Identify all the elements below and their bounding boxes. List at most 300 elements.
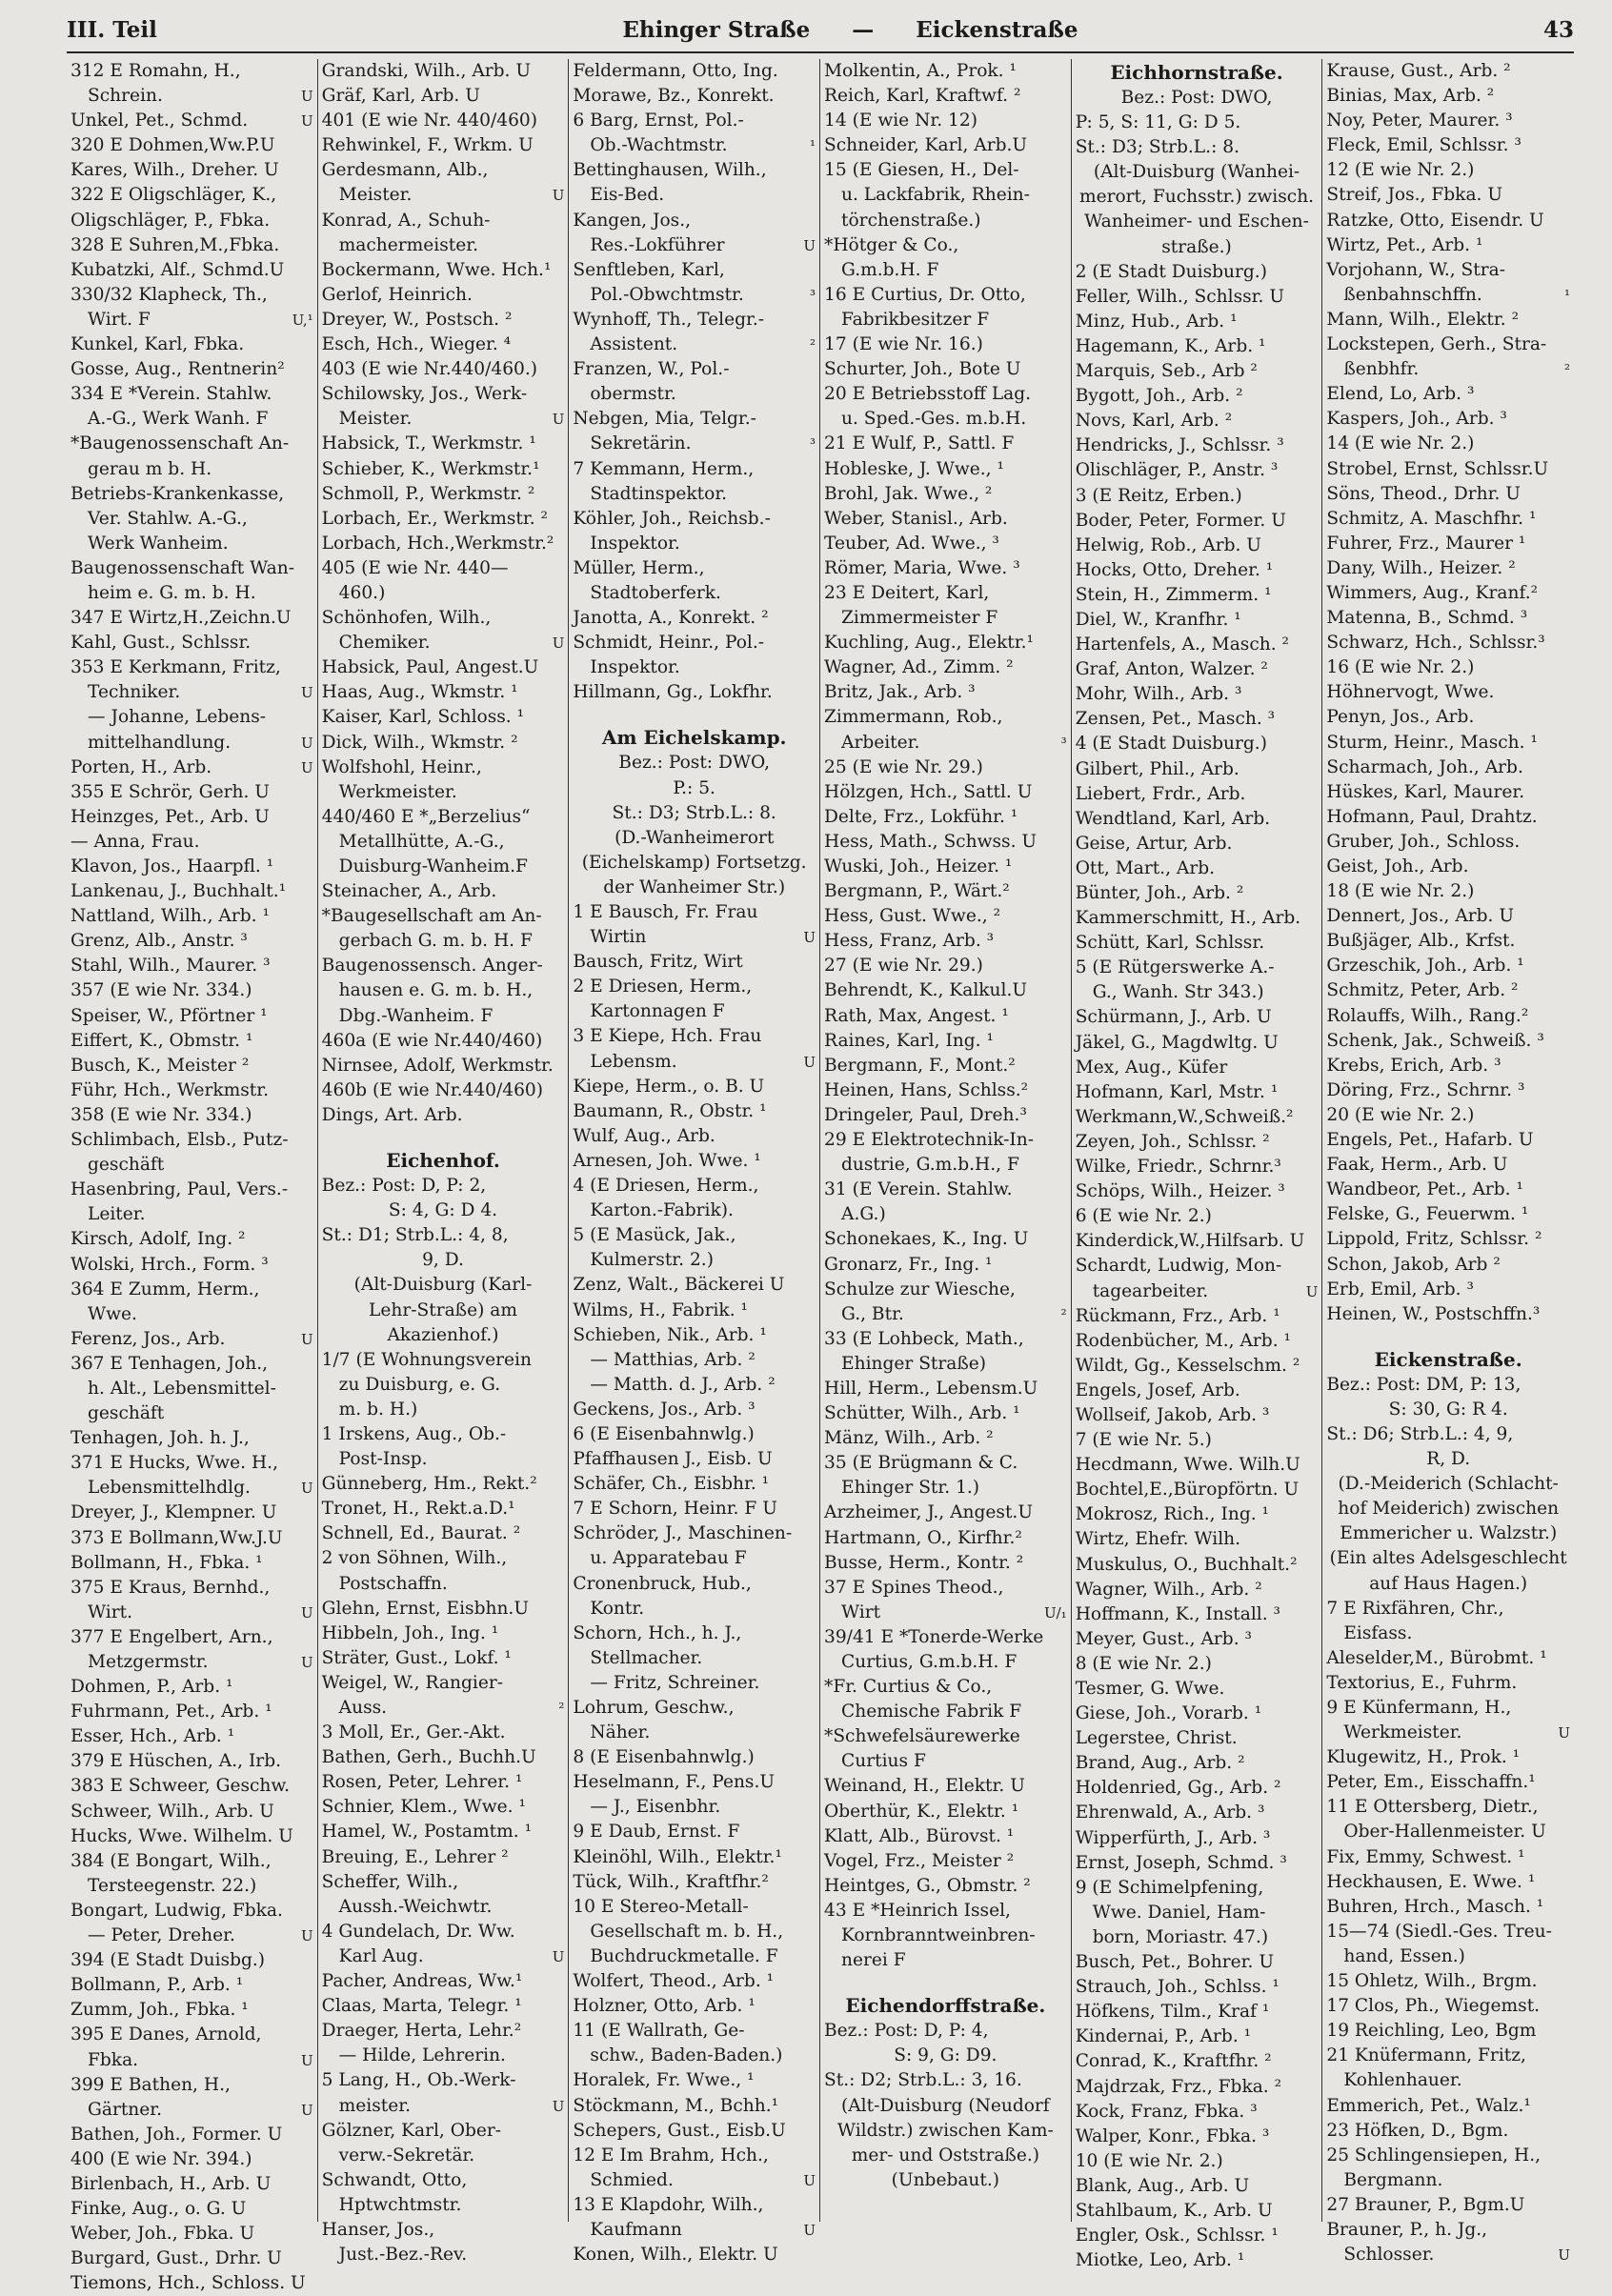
directory-entry: Delte, Frz., Lokführ. ¹ (824, 806, 1018, 827)
directory-entry: Molkentin, A., Prok. ¹ (824, 61, 1017, 81)
directory-entry: Rosen, Peter, Lehrer. ¹ (321, 1772, 523, 1793)
directory-entry: 384 (E Bongart, Wilh., (71, 1850, 272, 1871)
directory-entry: Claas, Marta, Telegr. ¹ (321, 1996, 522, 2017)
directory-entry: Fuhrmann, Pet., Arb. ¹ (71, 1702, 272, 1722)
directory-entry: U Lebensmittelhdlg. (71, 1476, 313, 1500)
entry-mark: U (552, 411, 565, 429)
directory-entry: Curtius F (841, 1751, 926, 1772)
directory-entry: 400 (E wie Nr. 394.) (71, 2148, 252, 2169)
directory-entry: Schurter, Joh., Bote U (824, 359, 1021, 380)
directory-entry: 1 E Bausch, Fr. Frau (573, 902, 758, 922)
directory-entry: geschäft (88, 1155, 165, 1176)
directory-entry: Werkmeister. (338, 781, 457, 802)
directory-entry: Schröder, J., Maschinen- (573, 1523, 793, 1544)
directory-entry: 14 (E wie Nr. 12) (824, 111, 977, 131)
directory-entry: U Unkel, Pet., Schmd. (71, 109, 313, 133)
directory-entry: Oligschläger, P., Fbka. (71, 210, 271, 231)
directory-entry: Tück, Wilh., Kraftfhr.² (573, 1871, 769, 1892)
directory-entry: 355 E Schrör, Gerh. U (71, 781, 270, 802)
directory-entry: Aussh.-Weichwtr. (338, 1896, 493, 1917)
directory-entry: U/₁ Wirt (824, 1601, 1067, 1625)
directory-entry: Gruber, Joh., Schloss. (1326, 831, 1521, 852)
directory-entry: Hecdmann, Wwe. Wilh.U (1075, 1455, 1300, 1476)
directory-entry: (D.-Wanheimerort (615, 827, 775, 848)
directory-entry: St.: D3; Strb.L.: 8. (612, 802, 776, 823)
directory-entry: ¹ Ob.-Wachtmstr. (573, 133, 816, 158)
directory-entry: Wildt, Gg., Kesselschm. ² (1075, 1355, 1300, 1376)
entry-mark: U/₁ (1043, 1603, 1067, 1621)
directory-entry: Birlenbach, H., Arb. U (71, 2173, 272, 2194)
directory-entry: Schäfer, Ch., Eisbhr. ¹ (573, 1474, 770, 1495)
directory-entry: P: 5, S: 11, G: D 5. (1075, 112, 1241, 133)
entry-mark: U (803, 2171, 816, 2189)
directory-entry: hof Meiderich) zwischen (1338, 1499, 1560, 1520)
directory-entry: Krause, Gust., Arb. ² (1326, 61, 1511, 81)
directory-entry: U Meister. (322, 407, 565, 432)
directory-entry: Chemische Fabrik F (841, 1702, 1022, 1722)
directory-entry: 2 E Driesen, Herm., (573, 977, 753, 997)
directory-entry: Fabrikbesitzer F (841, 309, 990, 330)
directory-entry: Kahl, Gust., Schlssr. (71, 633, 252, 654)
directory-entry: Schulze zur Wiesche, (824, 1279, 1016, 1299)
directory-entry: Wimmers, Aug., Kranf.² (1326, 582, 1539, 603)
directory-entry: (Alt-Duisburg (Karl- (353, 1275, 533, 1296)
directory-entry: Britz, Jak., Arb. ³ (824, 682, 976, 703)
directory-entry: Post-Insp. (338, 1449, 428, 1470)
directory-entry: U — Peter, Dreher. (71, 1923, 313, 1948)
directory-entry: Steinacher, A., Arb. (321, 881, 497, 902)
directory-entry: Dany, Wilh., Heizer. ² (1326, 557, 1516, 578)
directory-entry: nerei F (841, 1950, 906, 1971)
directory-entry: Bez.: Post: DWO, (618, 753, 771, 774)
directory-entry: Wolfert, Theod., Arb. ¹ (573, 1971, 775, 1992)
directory-entry: 371 E Hucks, Wwe. H., (71, 1453, 279, 1474)
directory-entry: Pacher, Andreas, Ww.¹ (321, 1971, 523, 1992)
directory-entry: Janotta, A., Konrekt. ² (573, 608, 769, 629)
directory-entry: Döring, Frz., Schrnr. ³ (1326, 1079, 1525, 1100)
directory-entry: Feldermann, Otto, Ing. (573, 61, 778, 81)
directory-entry: Krebs, Erich, Arb. ³ (1326, 1055, 1501, 1076)
entry-mark: ² (1060, 1305, 1067, 1323)
directory-entry: 320 E Dohmen,Ww.P.U (71, 135, 275, 156)
directory-entry: Giese, Joh., Vorarb. ¹ (1075, 1703, 1262, 1724)
directory-entry: Kleinöhl, Wilh., Elektr.¹ (573, 1846, 782, 1867)
directory-entry: 23 E Deitert, Karl, (824, 582, 990, 603)
directory-entry: geschäft (88, 1403, 165, 1424)
directory-entry: Zenz, Walt., Bäckerei U (573, 1275, 785, 1296)
directory-column-4 (820, 59, 1072, 2222)
directory-entry: Holdenried, Gg., Arb. ² (1075, 1778, 1281, 1799)
directory-entry: Kaiser, Karl, Schloss. ¹ (321, 707, 525, 728)
directory-entry: Bockermann, Wwe. Hch.¹ (321, 259, 552, 280)
directory-entry: 7 E Rixfähren, Chr., (1326, 1598, 1504, 1619)
directory-entry: Schmitz, Peter, Arb. ² (1326, 980, 1519, 1001)
directory-entry: Holzner, Otto, Arb. ¹ (573, 1996, 756, 2017)
directory-entry: Werk Wanheim. (88, 533, 229, 554)
directory-entry: 403 (E wie Nr.440/460.) (321, 359, 538, 380)
directory-entry: St.: D1; Strb.L.: 4, 8, (321, 1225, 509, 1246)
directory-entry: Minz, Hub., Arb. ¹ (1075, 311, 1238, 332)
directory-entry: Kaspers, Joh., Arb. ³ (1326, 409, 1507, 430)
directory-entry: 20 E Betriebsstoff Lag. (824, 384, 1032, 405)
directory-entry: Schnell, Ed., Baurat. ² (321, 1523, 521, 1544)
street-heading: Am Eichelskamp. (601, 726, 787, 750)
directory-entry: Bergmann, P., Wärt.² (824, 881, 1010, 902)
directory-entry: Glehn, Ernst, Eisbhn.U (321, 1598, 530, 1619)
directory-entry: Schütter, Wilh., Arb. ¹ (824, 1403, 1020, 1424)
directory-entry: Bausch, Fritz, Wirt (573, 952, 743, 973)
directory-entry: Dreyer, J., Klempner. U (71, 1502, 277, 1523)
directory-entry: U Ferenz, Jos., Arb. (71, 1327, 313, 1352)
directory-entry: Dick, Wilh., Wkmstr. ² (321, 732, 518, 753)
directory-entry: Wirtz, Pet., Arb. ¹ (1326, 234, 1483, 255)
directory-column-1 (67, 59, 318, 2294)
directory-entry: Bygott, Joh., Arb. ² (1075, 386, 1243, 407)
directory-entry: 5 Lang, H., Ob.-Werk- (321, 2070, 516, 2091)
directory-entry: verw.-Sekretär. (338, 2145, 475, 2165)
directory-entry: Bez.: Post: DWO, (1120, 88, 1273, 108)
directory-entry: Mex, Aug., Küfer (1075, 1057, 1228, 1078)
directory-entry: R, D. (1426, 1449, 1471, 1470)
entry-mark: ² (1564, 361, 1571, 379)
directory-entry: Elend, Lo, Arb. ³ (1326, 384, 1475, 405)
directory-entry: *Baugesellschaft am An- (321, 906, 542, 927)
directory-entry: 11 E Ottersberg, Dietr., (1326, 1797, 1539, 1818)
directory-entry: 18 (E wie Nr. 2.) (1326, 881, 1475, 902)
entry-mark: ³ (810, 435, 816, 453)
directory-entry: Jäkel, G., Magdwltg. U (1075, 1032, 1279, 1053)
directory-entry: 6 Barg, Ernst, Pol.- (573, 111, 744, 131)
directory-entry: Senftleben, Karl, (573, 259, 725, 280)
directory-entry: Franzen, W., Pol.- (573, 359, 730, 380)
directory-entry: Schürmann, J., Arb. U (1075, 1007, 1272, 1028)
directory-column-6 (1322, 59, 1574, 2266)
directory-entry: Reich, Karl, Kraftwf. ² (824, 86, 1021, 107)
entry-mark: ² (558, 1700, 565, 1717)
directory-entry: Schöps, Wilh., Heizer. ³ (1075, 1181, 1285, 1202)
directory-entry: Klugewitz, H., Prok. ¹ (1326, 1747, 1521, 1768)
entry-mark: ² (810, 336, 816, 354)
directory-entry: Engels, Pet., Hafarb. U (1326, 1130, 1534, 1151)
directory-entry: 11 (E Wallrath, Ge- (573, 2021, 745, 2042)
directory-entry: 460a (E wie Nr.440/460) (321, 1030, 543, 1051)
directory-entry: Brand, Aug., Arb. ² (1075, 1753, 1245, 1774)
directory-entry: Zensen, Pet., Masch. ³ (1075, 709, 1276, 730)
directory-entry: St.: D6; Strb.L.: 4, 9, (1326, 1423, 1514, 1444)
directory-entry: Gilbert, Phil., Arb. (1075, 758, 1239, 779)
directory-entry: Wynhoff, Th., Telegr.- (573, 309, 765, 330)
directory-entry: Führ, Hch., Werkmstr. (71, 1079, 270, 1100)
directory-entry: Bollmann, H., Fbka. ¹ (71, 1552, 263, 1573)
directory-entry: (Alt-Duisburg (Wanhei- (1093, 162, 1300, 183)
directory-entry: Esch, Hch., Wieger. ⁴ (321, 334, 512, 355)
directory-entry: Rolauffs, Wilh., Rang.² (1326, 1005, 1529, 1026)
directory-entry: U Fbka. (71, 2048, 313, 2073)
directory-entry: Hendricks, J., Schlssr. ³ (1075, 435, 1284, 456)
directory-entry: 8 (E wie Nr. 2.) (1075, 1653, 1212, 1674)
directory-entry: 373 E Bollmann,Ww.J.U (71, 1527, 283, 1548)
directory-entry: Bollmann, P., Arb. ¹ (71, 1975, 244, 1996)
directory-entry: Hasenbring, Paul, Vers.- (71, 1179, 289, 1200)
directory-entry: 4 (E Stadt Duisburg.) (1075, 734, 1267, 755)
directory-entry: U Schrein. (71, 84, 313, 109)
directory-entry: Busch, Pet., Bohrer. U (1075, 1952, 1275, 1973)
street-heading: Eichenhof. (386, 1149, 500, 1173)
directory-entry: 394 (E Stadt Duisbg.) (71, 1950, 266, 1971)
directory-entry: Hüskes, Karl, Maurer. (1326, 781, 1525, 802)
directory-entry: Hanser, Jos., (321, 2219, 435, 2240)
directory-entry: ² Assistent. (573, 332, 816, 357)
directory-entry: Hofmann, Karl, Mstr. ¹ (1075, 1081, 1279, 1102)
directory-entry: 17 (E wie Nr. 16.) (824, 334, 983, 355)
directory-entry: Aleselder,M., Bürobmt. ¹ (1326, 1647, 1547, 1668)
directory-entry: Schardt, Ludwig, Mon- (1075, 1256, 1282, 1277)
directory-entry: Emmericher u. Walzstr.) (1340, 1523, 1558, 1544)
columns (67, 59, 1574, 2294)
directory-entry: Miotke, Leo, Arb. ¹ (1075, 2250, 1245, 2271)
directory-entry: *Fr. Curtius & Co., (824, 1677, 993, 1698)
entry-mark: U (552, 1947, 565, 1965)
directory-entry: Stellmacher. (590, 1647, 703, 1668)
directory-entry: Cronenbruck, Hub., (573, 1573, 752, 1594)
directory-entry: Matenna, B., Schmd. ³ (1326, 608, 1528, 629)
directory-entry: Legerstee, Christ. (1075, 1728, 1238, 1749)
entry-mark: U (301, 1480, 313, 1498)
directory-entry: Kontr. (590, 1598, 645, 1619)
directory-entry: Wolfshohl, Heinr., (321, 756, 482, 777)
directory-entry: Engels, Josef, Arb. (1075, 1380, 1240, 1400)
directory-entry: gerau m b. H. (88, 458, 212, 479)
directory-entry: Geckens, Jos., Arb. ³ (573, 1399, 756, 1420)
directory-entry: Hamel, W., Postamtm. ¹ (321, 1822, 533, 1843)
directory-entry: Hofmann, Paul, Drahtz. (1326, 806, 1538, 827)
entry-mark: ³ (810, 286, 816, 304)
directory-entry: Bußjäger, Alb., Krfst. (1326, 931, 1516, 952)
directory-entry: 10 E Stereo-Metall- (573, 1896, 749, 1917)
directory-entry: S: 9, G: D9. (894, 2045, 997, 2066)
directory-entry: Hibbeln, Joh., Ing. ¹ (321, 1622, 499, 1643)
directory-entry: Bathen, Gerh., Buchh.U (321, 1747, 536, 1768)
directory-entry: U Wirtin (573, 925, 816, 950)
directory-entry: 29 E Elektrotechnik-In- (824, 1130, 1035, 1151)
directory-entry: Werkmann,W.,Schweiß.² (1075, 1106, 1294, 1127)
entry-mark: U (803, 236, 816, 254)
directory-entry: Sträter, Gust., Lokf. ¹ (321, 1647, 512, 1668)
directory-entry: *Schwefelsäurewerke (824, 1726, 1020, 1747)
directory-entry: St.: D3; Strb.L.: 8. (1075, 137, 1239, 158)
directory-entry: Engler, Osk., Schlssr. ¹ (1075, 2226, 1279, 2246)
directory-entry: 16 (E wie Nr. 2.) (1326, 657, 1475, 678)
directory-entry: Heinen, W., Postschffn.³ (1326, 1303, 1541, 1324)
directory-entry: Wolski, Hrch., Form. ³ (71, 1254, 269, 1275)
directory-entry: Gerdesmann, Alb., (321, 160, 489, 181)
page-number: 43 (1542, 17, 1574, 43)
directory-entry: G., Wanh. Str 343.) (1092, 982, 1264, 1003)
directory-entry: Wagner, Wilh., Arb. ² (1075, 1579, 1262, 1600)
directory-entry: Faak, Herm., Arb. U (1326, 1155, 1508, 1176)
directory-entry: Muskulus, O., Buchhalt.² (1075, 1554, 1298, 1575)
directory-entry: 1/7 (E Wohnungsverein (321, 1349, 532, 1370)
directory-entry: 10 (E wie Nr. 2.) (1075, 2150, 1223, 2171)
directory-entry: — Matth. d. J., Arb. ² (590, 1374, 776, 1395)
directory-entry: Fuhrer, Frz., Maurer ¹ (1326, 533, 1526, 554)
directory-entry: Arnesen, Joh. Wwe. ¹ (573, 1150, 761, 1171)
directory-entry: 347 E Wirtz,H.,Zeichn.U (71, 608, 292, 629)
directory-entry: Just.-Bez.-Rev. (338, 2245, 468, 2266)
directory-entry: u. Sped.-Ges. m.b.H. (841, 409, 1027, 430)
directory-entry: Söns, Theod., Drhr. U (1326, 483, 1521, 504)
directory-entry: 375 E Kraus, Bernhd., (71, 1577, 271, 1598)
directory-entry: Akazienhof.) (387, 1324, 499, 1345)
street-to: Eickenstraße (916, 17, 1078, 43)
directory-entry: 27 (E wie Nr. 29.) (824, 956, 983, 977)
directory-entry: Peter, Em., Eisschaffn.¹ (1326, 1772, 1536, 1793)
directory-entry: 383 E Schweer, Geschw. (71, 1776, 291, 1797)
directory-entry: Schorn, Hch., h. J., (573, 1622, 742, 1643)
directory-entry: heim e. G. m. b. H. (88, 582, 256, 603)
directory-entry: Lankenau, J., Buchhalt.¹ (71, 881, 287, 902)
directory-entry: Schwandt, Otto, (321, 2169, 468, 2190)
directory-entry: Boder, Peter, Former. U (1075, 510, 1286, 531)
directory-entry: Lorbach, Hch.,Werkmstr.² (321, 533, 554, 554)
directory-entry: Kammerschmitt, H., Arb. (1075, 908, 1301, 929)
directory-entry: 9 E Daub, Ernst. F (573, 1822, 740, 1843)
directory-entry: Schönhofen, Wilh., (321, 608, 492, 629)
directory-entry: Baumann, R., Obstr. ¹ (573, 1100, 767, 1121)
directory-entry: straße.) (1161, 236, 1232, 257)
entry-mark: ¹ (810, 137, 816, 155)
directory-entry: Behrendt, K., Kalkul.U (824, 980, 1028, 1001)
directory-entry: Zimmermeister F (841, 608, 998, 629)
directory-entry: Busse, Herm., Kontr. ² (824, 1552, 1024, 1573)
directory-entry: Zumm, Joh., Fbka. ¹ (71, 2000, 249, 2021)
directory-entry: 358 (E wie Nr. 334.) (71, 1104, 252, 1125)
directory-entry: Textorius, E., Fuhrm. (1326, 1672, 1518, 1693)
directory-entry: 31 (E Verein. Stahlw. (824, 1179, 1013, 1200)
directory-entry: Klavon, Jos., Haarpfl. ¹ (71, 856, 274, 876)
directory-entry: — Anna, Frau. (71, 831, 200, 852)
directory-entry: 14 (E wie Nr. 2.) (1326, 433, 1475, 454)
directory-entry: Raines, Karl, Ing. ¹ (824, 1030, 994, 1051)
directory-entry: 1 Irskens, Aug., Ob.- (321, 1423, 507, 1444)
directory-entry: Kares, Wilh., Dreher. U (71, 160, 279, 181)
directory-entry: 15 (E Giesen, H., Del- (824, 160, 1019, 181)
directory-entry: Geise, Artur, Arb. (1075, 833, 1233, 854)
directory-entry: Liebert, Frdr., Arb. (1075, 783, 1246, 804)
directory-entry: Wildstr.) zwischen Kam- (836, 2120, 1054, 2141)
street-heading: Eichhornstraße. (1110, 61, 1283, 84)
directory-entry: Dings, Art. Arb. (321, 1104, 463, 1125)
entry-mark: U (301, 1603, 313, 1621)
directory-entry: Kirsch, Adolf, Ing. ² (71, 1229, 246, 1250)
directory-entry: auf Haus Hagen.) (1369, 1573, 1528, 1594)
directory-entry: (Ein altes Adelsgeschlecht (1329, 1548, 1567, 1569)
directory-entry: Fleck, Emil, Schlssr. ³ (1326, 135, 1521, 156)
directory-entry: 35 (E Brügmann & C. (824, 1453, 1018, 1474)
directory-entry: ² Auss. (322, 1696, 565, 1721)
directory-entry: Tiemons, Hch., Schloss. U (71, 2273, 306, 2294)
directory-entry: Rodenbücher, M., Arb. ¹ (1075, 1330, 1291, 1351)
directory-entry: Stadtoberferk. (590, 582, 721, 603)
directory-entry: Strobel, Ernst, Schlssr.U (1326, 458, 1549, 479)
directory-entry: Hagemann, K., Arb. ¹ (1075, 335, 1266, 356)
directory-entry: 20 (E wie Nr. 2.) (1326, 1104, 1475, 1125)
directory-entry: 12 E Im Brahm, Hch., (573, 2145, 769, 2165)
entry-mark: U,¹ (292, 311, 313, 329)
directory-entry: Kartonnagen F (590, 1001, 725, 1022)
directory-entry: Ott, Mart., Arb. (1075, 857, 1216, 878)
directory-entry: Hill, Herm., Lebensm.U (824, 1378, 1038, 1399)
directory-entry: G.m.b.H. F (841, 259, 939, 280)
directory-entry: 312 E Romahn, H., (71, 61, 241, 81)
directory-entry: 440/460 E *„Berzelius“ (321, 806, 531, 827)
directory-entry: Lippold, Fritz, Schlssr. ² (1326, 1229, 1542, 1250)
directory-entry: Wollseif, Jakob, Arb. ³ (1075, 1404, 1270, 1425)
directory-entry: Kindernai, P., Arb. ¹ (1075, 2026, 1252, 2047)
directory-entry: U Res.-Lokführer (573, 233, 816, 258)
directory-entry: U tagearbeiter. (1076, 1279, 1319, 1304)
directory-entry: 334 E *Verein. Stahlw. (71, 384, 272, 405)
entry-mark: U (1305, 1282, 1319, 1300)
directory-entry: 33 (E Lohbeck, Math., (824, 1328, 1024, 1349)
directory-entry: 8 (E Eisenbahnwlg.) (573, 1747, 755, 1768)
street-heading: Eickenstraße. (1374, 1347, 1522, 1371)
directory-entry: Konen, Wilh., Elektr. U (573, 2245, 778, 2266)
directory-entry: Hartmann, O., Kirfhr.² (824, 1527, 1022, 1548)
directory-entry: Kiepe, Herm., o. B. U (573, 1076, 765, 1097)
directory-entry: 43 E *Heinrich Issel, (824, 1900, 1011, 1921)
directory-entry: — Matthias, Arb. ² (590, 1349, 756, 1370)
directory-entry: Schenk, Jak., Schweiß. ³ (1326, 1030, 1544, 1051)
directory-entry: Kubatzki, Alf., Schmd.U (71, 259, 285, 280)
directory-entry: Zeyen, Joh., Schlssr. ² (1075, 1131, 1270, 1152)
directory-entry: Postschaffn. (338, 1573, 448, 1594)
directory-entry: Kuchling, Aug., Elektr.¹ (824, 633, 1034, 654)
directory-entry: Weigel, W., Rangier- (321, 1672, 503, 1693)
directory-entry: — Fritz, Schreiner. (590, 1672, 760, 1693)
directory-entry: Diel, W., Kranfhr. ¹ (1075, 609, 1241, 630)
directory-entry: Gölzner, Karl, Ober- (321, 2120, 502, 2141)
directory-entry: Eis-Bed. (590, 185, 665, 206)
directory-entry: Schepers, Gust., Eisb.U (573, 2120, 786, 2141)
directory-entry: Fix, Emmy, Schwest. ¹ (1326, 1846, 1525, 1867)
entry-mark: U (301, 684, 313, 702)
directory-entry: 330/32 Klapheck, Th., (71, 284, 268, 305)
directory-entry: Wipperfürth, J., Arb. ³ (1075, 1827, 1271, 1848)
directory-entry: Stein, H., Zimmerm. ¹ (1075, 584, 1272, 605)
directory-entry: Tronet, H., Rekt.a.D.¹ (321, 1499, 515, 1520)
directory-entry: Feller, Wilh., Schlssr. U (1075, 286, 1285, 307)
directory-entry: 7 Kemmann, Herm., (573, 458, 755, 479)
directory-entry: Grenz, Alb., Anstr. ³ (71, 931, 248, 952)
directory-entry: Breuing, E., Lehrer ² (321, 1846, 509, 1867)
directory-entry: Gerlof, Heinrich. (321, 284, 473, 305)
directory-entry: Helwig, Rob., Arb. U (1075, 534, 1261, 555)
directory-entry: 15 Ohletz, Wilh., Brgm. (1326, 1971, 1538, 1992)
entry-mark: U (301, 2101, 313, 2119)
entry-mark: U (301, 2051, 313, 2069)
directory-entry: Habsick, Paul, Angest.U (321, 657, 539, 678)
directory-entry: 6 (E wie Nr. 2.) (1075, 1206, 1212, 1227)
directory-entry: Heinen, Hans, Schlss.² (824, 1079, 1029, 1100)
directory-entry: Heselmann, F., Pens.U (573, 1772, 776, 1793)
directory-entry: U meister. (322, 2094, 565, 2119)
directory-entry: der Wanheimer Str.) (603, 876, 786, 897)
directory-entry: Strauch, Joh., Schlss. ¹ (1075, 1977, 1280, 1998)
directory-entry: Heckhausen, E. Wwe. ¹ (1326, 1871, 1536, 1892)
directory-entry: Morawe, Bz., Konrekt. (573, 86, 775, 107)
directory-entry: 401 (E wie Nr. 440/460) (321, 111, 538, 131)
